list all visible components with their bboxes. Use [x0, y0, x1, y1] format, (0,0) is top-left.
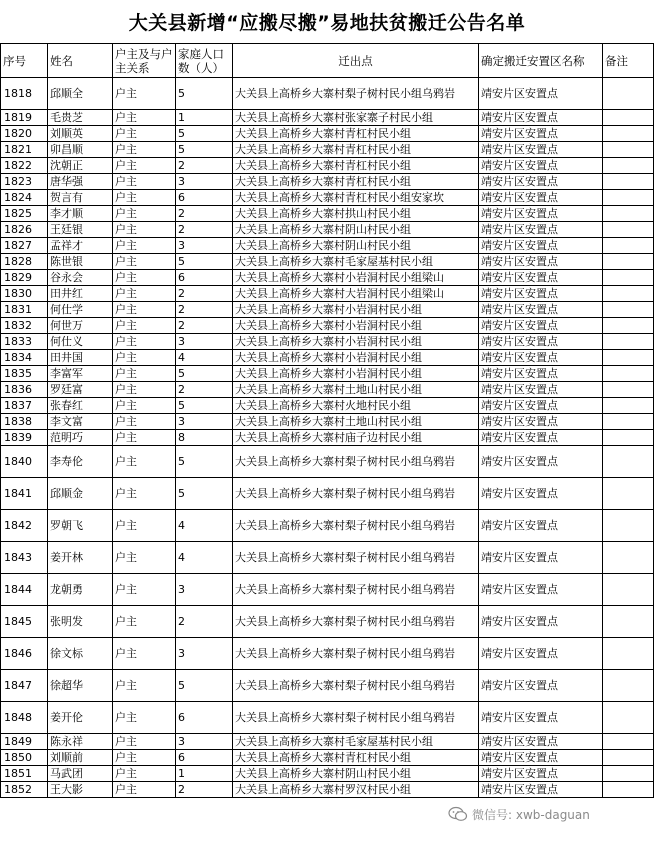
cell-note [603, 398, 654, 414]
cell-family-size: 8 [176, 430, 233, 446]
cell-name: 罗廷富 [48, 382, 113, 398]
cell-name: 龙朝勇 [48, 574, 113, 606]
cell-relation: 户主 [113, 750, 176, 766]
cell-family-size: 5 [176, 446, 233, 478]
cell-site: 靖安片区安置点 [479, 270, 603, 286]
cell-no: 1840 [1, 446, 48, 478]
table-row [1, 110, 654, 126]
header-note: 备注 [603, 44, 654, 78]
cell-name: 谷永会 [48, 270, 113, 286]
cell-family-size: 5 [176, 126, 233, 142]
cell-family-size: 5 [176, 478, 233, 510]
cell-name: 贺言有 [48, 190, 113, 206]
cell-site: 靖安片区安置点 [479, 574, 603, 606]
table-row [1, 142, 654, 158]
document-title: 大关县新增“应搬尽搬”易地扶贫搬迁公告名单 [128, 12, 526, 34]
cell-name: 范明巧 [48, 430, 113, 446]
cell-site: 靖安片区安置点 [479, 318, 603, 334]
cell-name: 李富军 [48, 366, 113, 382]
cell-relation: 户主 [113, 606, 176, 638]
table-row [1, 190, 654, 206]
cell-relation: 户主 [113, 702, 176, 734]
cell-no: 1828 [1, 254, 48, 270]
table-row [1, 478, 654, 510]
table-row [1, 270, 654, 286]
table-row [1, 734, 654, 750]
cell-site: 靖安片区安置点 [479, 126, 603, 142]
cell-relation: 户主 [113, 142, 176, 158]
table-row [1, 414, 654, 430]
cell-relation: 户主 [113, 110, 176, 126]
cell-site: 靖安片区安置点 [479, 158, 603, 174]
cell-site: 靖安片区安置点 [479, 286, 603, 302]
cell-origin: 大关县上高桥乡大寨村小岩洞村民小组 [233, 366, 479, 382]
cell-note [603, 574, 654, 606]
cell-site: 靖安片区安置点 [479, 510, 603, 542]
cell-name: 姜开林 [48, 542, 113, 574]
table-row [1, 750, 654, 766]
cell-family-size: 5 [176, 142, 233, 158]
table-row [1, 302, 654, 318]
table-row [1, 222, 654, 238]
cell-site: 靖安片区安置点 [479, 110, 603, 126]
cell-origin: 大关县上高桥乡大寨村阴山村民小组 [233, 238, 479, 254]
cell-site: 靖安片区安置点 [479, 302, 603, 318]
cell-relation: 户主 [113, 542, 176, 574]
cell-relation: 户主 [113, 510, 176, 542]
cell-relation: 户主 [113, 430, 176, 446]
cell-origin: 大关县上高桥乡大寨村小岩洞村民小组 [233, 350, 479, 366]
cell-origin: 大关县上高桥乡大寨村土地山村民小组 [233, 382, 479, 398]
cell-relation: 户主 [113, 174, 176, 190]
cell-relation: 户主 [113, 190, 176, 206]
cell-family-size: 4 [176, 510, 233, 542]
cell-no: 1846 [1, 638, 48, 670]
cell-site: 靖安片区安置点 [479, 254, 603, 270]
cell-site: 靖安片区安置点 [479, 366, 603, 382]
cell-no: 1831 [1, 302, 48, 318]
cell-family-size: 6 [176, 750, 233, 766]
cell-relation: 户主 [113, 366, 176, 382]
cell-site: 靖安片区安置点 [479, 414, 603, 430]
cell-name: 何世万 [48, 318, 113, 334]
cell-name: 何仕义 [48, 334, 113, 350]
cell-no: 1826 [1, 222, 48, 238]
cell-no: 1839 [1, 430, 48, 446]
cell-no: 1818 [1, 78, 48, 110]
cell-family-size: 2 [176, 222, 233, 238]
table-row [1, 574, 654, 606]
table-row [1, 158, 654, 174]
cell-no: 1821 [1, 142, 48, 158]
table-row [1, 606, 654, 638]
cell-relation: 户主 [113, 286, 176, 302]
cell-note [603, 510, 654, 542]
cell-site: 靖安片区安置点 [479, 782, 603, 798]
cell-relation: 户主 [113, 254, 176, 270]
cell-no: 1820 [1, 126, 48, 142]
cell-note [603, 206, 654, 222]
cell-note [603, 286, 654, 302]
cell-family-size: 5 [176, 398, 233, 414]
cell-site: 靖安片区安置点 [479, 766, 603, 782]
cell-no: 1844 [1, 574, 48, 606]
cell-site: 靖安片区安置点 [479, 78, 603, 110]
cell-family-size: 5 [176, 366, 233, 382]
cell-site: 靖安片区安置点 [479, 430, 603, 446]
cell-no: 1849 [1, 734, 48, 750]
cell-note [603, 270, 654, 286]
cell-site: 靖安片区安置点 [479, 174, 603, 190]
cell-family-size: 6 [176, 270, 233, 286]
cell-name: 马武团 [48, 766, 113, 782]
table-row [1, 78, 654, 110]
cell-relation: 户主 [113, 238, 176, 254]
cell-note [603, 766, 654, 782]
cell-no: 1850 [1, 750, 48, 766]
cell-family-size: 3 [176, 574, 233, 606]
cell-origin: 大关县上高桥乡大寨村阴山村民小组 [233, 222, 479, 238]
table-row [1, 542, 654, 574]
cell-name: 罗朝飞 [48, 510, 113, 542]
cell-no: 1851 [1, 766, 48, 782]
cell-no: 1829 [1, 270, 48, 286]
cell-origin: 大关县上高桥乡大寨村梨子树村民小组乌鸦岩 [233, 638, 479, 670]
cell-family-size: 2 [176, 286, 233, 302]
header-no: 序号 [1, 44, 48, 78]
cell-note [603, 446, 654, 478]
header-site: 确定搬迁安置区名称 [479, 44, 603, 78]
cell-note [603, 750, 654, 766]
cell-note [603, 430, 654, 446]
table-row [1, 174, 654, 190]
cell-origin: 大关县上高桥乡大寨村青杠村民小组 [233, 142, 479, 158]
cell-no: 1838 [1, 414, 48, 430]
cell-origin: 大关县上高桥乡大寨村青杠村民小组 [233, 158, 479, 174]
cell-no: 1825 [1, 206, 48, 222]
cell-no: 1845 [1, 606, 48, 638]
cell-name: 刘顺英 [48, 126, 113, 142]
cell-note [603, 110, 654, 126]
cell-no: 1852 [1, 782, 48, 798]
cell-relation: 户主 [113, 222, 176, 238]
cell-site: 靖安片区安置点 [479, 750, 603, 766]
cell-site: 靖安片区安置点 [479, 142, 603, 158]
cell-note [603, 126, 654, 142]
cell-relation: 户主 [113, 334, 176, 350]
cell-note [603, 382, 654, 398]
table-row [1, 638, 654, 670]
cell-name: 唐华强 [48, 174, 113, 190]
cell-origin: 大关县上高桥乡大寨村罗汉村民小组 [233, 782, 479, 798]
cell-no: 1843 [1, 542, 48, 574]
cell-note [603, 302, 654, 318]
cell-relation: 户主 [113, 414, 176, 430]
cell-family-size: 1 [176, 766, 233, 782]
cell-origin: 大关县上高桥乡大寨村梨子树村民小组乌鸦岩 [233, 702, 479, 734]
cell-origin: 大关县上高桥乡大寨村梨子树村民小组乌鸦岩 [233, 542, 479, 574]
cell-no: 1833 [1, 334, 48, 350]
cell-relation: 户主 [113, 478, 176, 510]
cell-family-size: 3 [176, 334, 233, 350]
cell-name: 王大影 [48, 782, 113, 798]
cell-relation: 户主 [113, 382, 176, 398]
watermark [448, 802, 648, 826]
table-row [1, 126, 654, 142]
cell-family-size: 3 [176, 638, 233, 670]
cell-name: 王廷银 [48, 222, 113, 238]
cell-note [603, 78, 654, 110]
table-row [1, 254, 654, 270]
cell-name: 田井红 [48, 286, 113, 302]
table-row [1, 398, 654, 414]
table-row [1, 350, 654, 366]
cell-family-size: 5 [176, 78, 233, 110]
cell-family-size: 6 [176, 702, 233, 734]
cell-note [603, 318, 654, 334]
table-row [1, 510, 654, 542]
cell-name: 毛贵芝 [48, 110, 113, 126]
table-row [1, 334, 654, 350]
cell-name: 李寿伦 [48, 446, 113, 478]
table-row [1, 318, 654, 334]
cell-name: 徐文标 [48, 638, 113, 670]
cell-no: 1832 [1, 318, 48, 334]
cell-note [603, 670, 654, 702]
cell-name: 姜开伦 [48, 702, 113, 734]
cell-note [603, 414, 654, 430]
cell-name: 陈永祥 [48, 734, 113, 750]
table-row [1, 366, 654, 382]
cell-note [603, 638, 654, 670]
cell-family-size: 6 [176, 190, 233, 206]
cell-relation: 户主 [113, 782, 176, 798]
cell-no: 1822 [1, 158, 48, 174]
cell-note [603, 142, 654, 158]
table-row [1, 382, 654, 398]
cell-relation: 户主 [113, 398, 176, 414]
cell-no: 1834 [1, 350, 48, 366]
cell-family-size: 5 [176, 254, 233, 270]
cell-no: 1842 [1, 510, 48, 542]
cell-no: 1823 [1, 174, 48, 190]
cell-family-size: 3 [176, 238, 233, 254]
cell-name: 孟祥才 [48, 238, 113, 254]
cell-name: 张明发 [48, 606, 113, 638]
table-row [1, 702, 654, 734]
cell-origin: 大关县上高桥乡大寨村小岩洞村民小组 [233, 318, 479, 334]
cell-note [603, 222, 654, 238]
cell-origin: 大关县上高桥乡大寨村张家寨子村民小组 [233, 110, 479, 126]
cell-site: 靖安片区安置点 [479, 222, 603, 238]
cell-site: 靖安片区安置点 [479, 382, 603, 398]
cell-no: 1848 [1, 702, 48, 734]
cell-family-size: 2 [176, 206, 233, 222]
cell-origin: 大关县上高桥乡大寨村毛家屋基村民小组 [233, 734, 479, 750]
cell-name: 李文富 [48, 414, 113, 430]
cell-origin: 大关县上高桥乡大寨村阴山村民小组 [233, 766, 479, 782]
cell-origin: 大关县上高桥乡大寨村青杠村民小组安家坎 [233, 190, 479, 206]
cell-note [603, 190, 654, 206]
cell-relation: 户主 [113, 318, 176, 334]
cell-site: 靖安片区安置点 [479, 734, 603, 750]
cell-site: 靖安片区安置点 [479, 446, 603, 478]
cell-origin: 大关县上高桥乡大寨村青杠村民小组 [233, 750, 479, 766]
cell-relation: 户主 [113, 766, 176, 782]
watermark-text: 微信号: xwb-daguan [472, 807, 590, 822]
cell-relation: 户主 [113, 446, 176, 478]
cell-family-size: 2 [176, 382, 233, 398]
cell-origin: 大关县上高桥乡大寨村梨子树村民小组乌鸦岩 [233, 78, 479, 110]
table-row [1, 206, 654, 222]
cell-origin: 大关县上高桥乡大寨村梨子树村民小组乌鸦岩 [233, 446, 479, 478]
cell-origin: 大关县上高桥乡大寨村梨子树村民小组乌鸦岩 [233, 574, 479, 606]
cell-note [603, 174, 654, 190]
cell-family-size: 2 [176, 782, 233, 798]
cell-origin: 大关县上高桥乡大寨村梨子树村民小组乌鸦岩 [233, 670, 479, 702]
cell-origin: 大关县上高桥乡大寨村小岩洞村民小组 [233, 334, 479, 350]
table-row [1, 238, 654, 254]
table-body [1, 78, 654, 798]
cell-note [603, 782, 654, 798]
cell-site: 靖安片区安置点 [479, 606, 603, 638]
cell-note [603, 542, 654, 574]
cell-origin: 大关县上高桥乡大寨村青杠村民小组 [233, 126, 479, 142]
cell-no: 1837 [1, 398, 48, 414]
cell-origin: 大关县上高桥乡大寨村庙子边村民小组 [233, 430, 479, 446]
cell-no: 1824 [1, 190, 48, 206]
cell-no: 1835 [1, 366, 48, 382]
cell-origin: 大关县上高桥乡大寨村大岩洞村民小组梁山 [233, 286, 479, 302]
cell-origin: 大关县上高桥乡大寨村拱山村民小组 [233, 206, 479, 222]
cell-family-size: 2 [176, 318, 233, 334]
header-origin: 迁出点 [233, 44, 479, 78]
cell-note [603, 158, 654, 174]
cell-family-size: 4 [176, 542, 233, 574]
cell-relation: 户主 [113, 270, 176, 286]
cell-origin: 大关县上高桥乡大寨村小岩洞村民小组 [233, 302, 479, 318]
cell-origin: 大关县上高桥乡大寨村小岩洞村民小组梁山 [233, 270, 479, 286]
cell-note [603, 366, 654, 382]
cell-relation: 户主 [113, 302, 176, 318]
cell-no: 1847 [1, 670, 48, 702]
cell-site: 靖安片区安置点 [479, 350, 603, 366]
cell-family-size: 2 [176, 158, 233, 174]
cell-site: 靖安片区安置点 [479, 334, 603, 350]
cell-family-size: 3 [176, 414, 233, 430]
cell-origin: 大关县上高桥乡大寨村青杠村民小组 [233, 174, 479, 190]
cell-family-size: 2 [176, 606, 233, 638]
cell-site: 靖安片区安置点 [479, 702, 603, 734]
cell-site: 靖安片区安置点 [479, 670, 603, 702]
cell-relation: 户主 [113, 206, 176, 222]
cell-relation: 户主 [113, 126, 176, 142]
cell-name: 何仕学 [48, 302, 113, 318]
header-row [1, 44, 654, 78]
header-relation: 户主及与户主关系 [113, 44, 176, 78]
cell-name: 邱顺金 [48, 478, 113, 510]
cell-no: 1836 [1, 382, 48, 398]
cell-note [603, 334, 654, 350]
cell-family-size: 4 [176, 350, 233, 366]
cell-note [603, 350, 654, 366]
cell-name: 田井国 [48, 350, 113, 366]
cell-family-size: 3 [176, 174, 233, 190]
cell-site: 靖安片区安置点 [479, 238, 603, 254]
cell-origin: 大关县上高桥乡大寨村土地山村民小组 [233, 414, 479, 430]
cell-note [603, 478, 654, 510]
wechat-icon [448, 806, 468, 822]
cell-name: 沈朝正 [48, 158, 113, 174]
cell-family-size: 1 [176, 110, 233, 126]
cell-origin: 大关县上高桥乡大寨村毛家屋基村民小组 [233, 254, 479, 270]
table-row [1, 782, 654, 798]
cell-relation: 户主 [113, 574, 176, 606]
cell-site: 靖安片区安置点 [479, 478, 603, 510]
cell-relation: 户主 [113, 78, 176, 110]
cell-note [603, 734, 654, 750]
cell-origin: 大关县上高桥乡大寨村梨子树村民小组乌鸦岩 [233, 478, 479, 510]
cell-name: 邱顺全 [48, 78, 113, 110]
cell-relation: 户主 [113, 734, 176, 750]
cell-name: 卯昌顺 [48, 142, 113, 158]
table-row [1, 430, 654, 446]
cell-no: 1841 [1, 478, 48, 510]
cell-name: 陈世银 [48, 254, 113, 270]
header-family-size: 家庭人口数（人） [176, 44, 233, 78]
header-name: 姓名 [48, 44, 113, 78]
table-row [1, 670, 654, 702]
cell-family-size: 5 [176, 670, 233, 702]
cell-note [603, 254, 654, 270]
cell-relation: 户主 [113, 670, 176, 702]
cell-name: 刘顺前 [48, 750, 113, 766]
cell-origin: 大关县上高桥乡大寨村火地村民小组 [233, 398, 479, 414]
cell-name: 徐超华 [48, 670, 113, 702]
cell-relation: 户主 [113, 638, 176, 670]
cell-note [603, 606, 654, 638]
cell-no: 1819 [1, 110, 48, 126]
cell-family-size: 3 [176, 734, 233, 750]
table-row [1, 286, 654, 302]
table-row [1, 446, 654, 478]
cell-relation: 户主 [113, 158, 176, 174]
cell-note [603, 702, 654, 734]
cell-note [603, 238, 654, 254]
cell-name: 李才顺 [48, 206, 113, 222]
relocation-table [0, 43, 654, 798]
cell-site: 靖安片区安置点 [479, 398, 603, 414]
cell-no: 1830 [1, 286, 48, 302]
cell-relation: 户主 [113, 350, 176, 366]
cell-site: 靖安片区安置点 [479, 542, 603, 574]
cell-no: 1827 [1, 238, 48, 254]
cell-origin: 大关县上高桥乡大寨村梨子树村民小组乌鸦岩 [233, 606, 479, 638]
cell-origin: 大关县上高桥乡大寨村梨子树村民小组乌鸦岩 [233, 510, 479, 542]
cell-name: 张春红 [48, 398, 113, 414]
cell-family-size: 2 [176, 302, 233, 318]
table-row [1, 766, 654, 782]
cell-site: 靖安片区安置点 [479, 190, 603, 206]
cell-site: 靖安片区安置点 [479, 638, 603, 670]
cell-site: 靖安片区安置点 [479, 206, 603, 222]
